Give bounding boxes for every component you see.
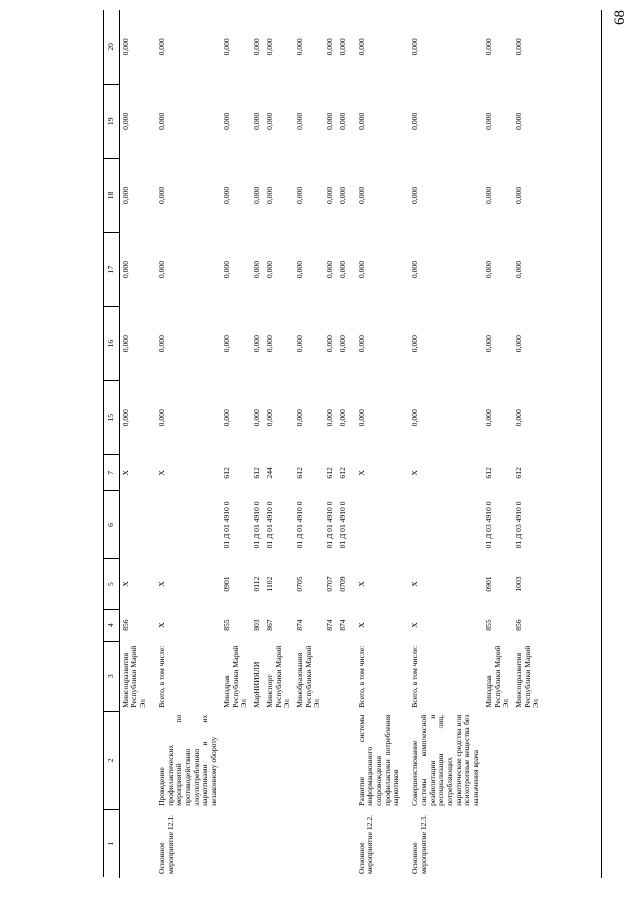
table-body <box>119 10 601 878</box>
value-cell: 0,000 <box>294 260 304 279</box>
activity-code-cell <box>264 809 294 877</box>
value-cell: 0,000 <box>264 186 274 204</box>
header-row <box>104 10 120 878</box>
activity-name-cell <box>324 711 337 809</box>
value-cell: 0,000 <box>337 335 347 353</box>
csr-cell: 01 Д 01 4910 0 <box>252 501 262 549</box>
executor-cell: Всего, в том числе: <box>156 645 166 708</box>
column-header: 15 <box>104 381 120 455</box>
table-row <box>150 10 221 878</box>
vr-cell: Х <box>156 470 166 476</box>
rzpr-cell: Х <box>356 581 366 587</box>
value-cell: 0,000 <box>221 186 231 204</box>
activity-code-cell <box>294 809 324 877</box>
executor-cell: Минздрав Республики Марий Эл <box>483 645 511 708</box>
value-cell: 0,000 <box>264 409 274 427</box>
activity-name-cell <box>513 711 602 809</box>
value-cell: 0,000 <box>252 335 262 353</box>
rzpr-cell: 0112 <box>252 576 262 592</box>
column-header: 6 <box>104 491 120 559</box>
column-header: 7 <box>104 455 120 491</box>
value-cell: 0,000 <box>356 335 366 353</box>
csr-cell <box>350 491 404 559</box>
activity-code-cell: Основное мероприятие 12.1. <box>156 814 175 874</box>
grbs-cell: 855 <box>221 619 231 631</box>
grbs-cell: 867 <box>264 619 274 631</box>
executor-cell: Минсоцразвития Республики Марий Эл <box>513 641 602 711</box>
table-row <box>324 10 337 878</box>
value-cell: 0,000 <box>337 186 347 204</box>
page-number: 68 <box>612 10 628 25</box>
executor-cell <box>324 641 337 711</box>
executor-cell <box>337 641 350 711</box>
activity-name-cell: Совершенствование системы комплексной реабилитации и ресоциализации лиц, потребляющих наркотические средства или психотропные вещества без назначения врача <box>410 714 481 806</box>
value-cell: 0,000 <box>120 335 130 353</box>
activity-code-cell <box>483 809 513 877</box>
value-cell: 0,000 <box>221 112 231 130</box>
rzpr-cell: 0709 <box>337 576 347 592</box>
vr-cell: 244 <box>264 467 274 479</box>
value-cell: 0,000 <box>410 335 420 353</box>
value-cell: 0,000 <box>120 112 130 130</box>
executor-cell: Минздрав Республики Марий Эл <box>221 645 249 708</box>
value-cell: 0,000 <box>325 335 335 353</box>
value-cell: 0,000 <box>252 186 262 204</box>
value-cell: 0,000 <box>337 260 347 279</box>
csr-cell: 01 Д 01 4910 0 <box>221 501 231 549</box>
value-cell: 0,000 <box>294 409 304 427</box>
rzpr-cell: 0901 <box>221 576 231 592</box>
value-cell: 0,000 <box>356 409 366 427</box>
value-cell: 0,000 <box>264 38 274 56</box>
table-row <box>221 10 251 878</box>
value-cell: 0,000 <box>483 186 493 204</box>
executor-cell: Всего, в том числе: <box>410 645 420 708</box>
activity-code-cell <box>119 809 150 877</box>
value-cell: 0,000 <box>264 112 274 130</box>
value-cell: 0,000 <box>156 186 166 204</box>
value-cell: 0,000 <box>221 38 231 56</box>
csr-cell: 01 Д 01 4910 0 <box>264 501 274 549</box>
value-cell: 0,000 <box>483 335 493 353</box>
rzpr-cell: 0901 <box>483 576 493 592</box>
executor-cell: МарНИИЯЛИ <box>252 661 262 708</box>
rzpr-cell: Х <box>410 581 420 587</box>
value-cell: 0,000 <box>410 409 420 427</box>
vr-cell: Х <box>410 470 420 476</box>
column-header: 19 <box>104 84 120 158</box>
value-cell: 0,000 <box>156 112 166 130</box>
grbs-cell: Х <box>410 622 420 628</box>
rzpr-cell: 0707 <box>325 576 335 592</box>
table-row <box>264 10 294 878</box>
column-header: 5 <box>104 559 120 609</box>
activity-code-cell <box>251 809 264 877</box>
value-cell: 0,000 <box>156 335 166 353</box>
value-cell: 0,000 <box>483 112 493 130</box>
table-row <box>294 10 324 878</box>
csr-cell: 01 Д 01 4910 0 <box>294 501 304 549</box>
value-cell: 0,000 <box>513 381 602 455</box>
value-cell: 0,000 <box>156 409 166 427</box>
value-cell: 0,000 <box>356 260 366 279</box>
value-cell: 0,000 <box>410 38 420 56</box>
csr-cell: 01 Д 01 4910 0 <box>325 501 335 549</box>
table-row <box>119 10 150 878</box>
activity-code-cell <box>337 809 350 877</box>
value-cell: 0,000 <box>513 10 602 84</box>
csr-cell <box>119 491 150 559</box>
value-cell: 0,000 <box>264 335 274 353</box>
vr-cell: Х <box>356 470 366 476</box>
activity-name-cell <box>251 711 264 809</box>
value-cell: 0,000 <box>483 38 493 56</box>
grbs-cell: Х <box>356 622 366 628</box>
value-cell: 0,000 <box>356 186 366 204</box>
csr-cell: 01 Д 03 4910 0 <box>483 501 493 549</box>
value-cell: 0,000 <box>120 409 130 427</box>
column-header: 17 <box>104 232 120 306</box>
activity-code-cell: Основное мероприятие 12.3. <box>410 814 428 874</box>
value-cell: 0,000 <box>252 38 262 56</box>
activity-name-cell <box>119 711 150 809</box>
executor-cell: Минспорт Республики Марий Эл <box>264 645 292 708</box>
value-cell: 0,000 <box>513 307 602 381</box>
value-cell: 0,000 <box>294 112 304 130</box>
value-cell: 0,000 <box>483 409 493 427</box>
value-cell: 0,000 <box>410 260 420 279</box>
value-cell: 0,000 <box>513 84 602 158</box>
value-cell: 0,000 <box>294 335 304 353</box>
value-cell: 0,000 <box>120 260 130 279</box>
activity-name-cell <box>337 711 350 809</box>
value-cell: 0,000 <box>325 112 335 130</box>
vr-cell: 612 <box>221 467 231 479</box>
value-cell: 0,000 <box>252 260 262 279</box>
vr-cell: 612 <box>513 455 602 491</box>
table-row <box>483 10 513 878</box>
value-cell: 0,000 <box>337 38 347 56</box>
value-cell: 0,000 <box>252 112 262 130</box>
table-row <box>251 10 264 878</box>
column-header: 20 <box>104 10 120 84</box>
table-row <box>513 10 602 878</box>
value-cell: 0,000 <box>337 112 347 130</box>
column-header: 2 <box>104 711 120 809</box>
value-cell: 0,000 <box>221 335 231 353</box>
vr-cell: 612 <box>483 467 493 479</box>
activity-code-cell <box>324 809 337 877</box>
value-cell: 0,000 <box>120 38 130 56</box>
activity-name-cell: Развитие системы информационного сопровождения профилактики потребления наркотиков <box>356 714 401 806</box>
value-cell: 0,000 <box>221 260 231 279</box>
table-row <box>337 10 350 878</box>
vr-cell: Х <box>120 470 130 476</box>
value-cell: 0,000 <box>410 112 420 130</box>
value-cell: 0,000 <box>325 409 335 427</box>
value-cell: 0,000 <box>356 38 366 56</box>
activity-code-cell <box>513 809 602 877</box>
column-header: 1 <box>104 809 120 877</box>
value-cell: 0,000 <box>264 260 274 279</box>
grbs-cell: 803 <box>252 619 262 631</box>
activity-name-cell <box>264 711 294 809</box>
value-cell: 0,000 <box>483 260 493 279</box>
value-cell: 0,000 <box>294 186 304 204</box>
rzpr-cell: 1003 <box>513 559 602 609</box>
value-cell: 0,000 <box>513 158 602 232</box>
grbs-cell: 855 <box>483 619 493 631</box>
value-cell: 0,000 <box>252 409 262 427</box>
csr-cell <box>403 491 483 559</box>
grbs-cell: 874 <box>325 619 335 631</box>
executor-cell: Минобразования Республики Марий Эл <box>294 645 322 708</box>
value-cell: 0,000 <box>410 186 420 204</box>
value-cell: 0,000 <box>221 409 231 427</box>
grbs-cell: 856 <box>513 609 602 641</box>
activity-name-cell <box>294 711 324 809</box>
value-cell: 0,000 <box>325 186 335 204</box>
activity-name-cell <box>221 711 251 809</box>
grbs-cell: Х <box>156 622 166 628</box>
grbs-cell: 874 <box>294 619 304 631</box>
value-cell: 0,000 <box>156 260 166 279</box>
vr-cell: 612 <box>337 467 347 479</box>
budget-table <box>103 10 602 878</box>
value-cell: 0,000 <box>356 112 366 130</box>
rzpr-cell: 0705 <box>294 576 304 592</box>
value-cell: 0,000 <box>513 232 602 306</box>
csr-cell: 01 Д 01 4910 0 <box>337 501 347 549</box>
rzpr-cell: Х <box>120 581 130 587</box>
table-row <box>403 10 483 878</box>
column-header: 16 <box>104 307 120 381</box>
csr-cell: 01 Д 03 4910 0 <box>513 491 602 559</box>
value-cell: 0,000 <box>120 186 130 204</box>
table-row <box>350 10 404 878</box>
rzpr-cell: 1102 <box>264 576 274 592</box>
vr-cell: 612 <box>252 467 262 479</box>
value-cell: 0,000 <box>294 38 304 56</box>
column-header: 4 <box>104 609 120 641</box>
rzpr-cell: Х <box>156 581 166 587</box>
grbs-cell: 856 <box>120 619 130 631</box>
value-cell: 0,000 <box>156 38 166 56</box>
value-cell: 0,000 <box>337 409 347 427</box>
grbs-cell: 874 <box>337 619 347 631</box>
executor-cell: Минсоцразвития Республики Марий Эл <box>120 645 148 708</box>
activity-name-cell <box>483 711 513 809</box>
csr-cell <box>150 491 221 559</box>
activity-name-cell: Проведение профилактических мероприятий по противодействию злоупотреблению наркотиками и их незаконному обороту <box>156 714 219 806</box>
value-cell: 0,000 <box>325 38 335 56</box>
column-header: 18 <box>104 158 120 232</box>
vr-cell: 612 <box>325 467 335 479</box>
column-header: 3 <box>104 641 120 711</box>
executor-cell: Всего, в том числе: <box>356 645 366 708</box>
value-cell: 0,000 <box>325 260 335 279</box>
vr-cell: 612 <box>294 467 304 479</box>
activity-code-cell <box>221 809 251 877</box>
activity-code-cell: Основное мероприятие 12.2. <box>356 814 375 874</box>
